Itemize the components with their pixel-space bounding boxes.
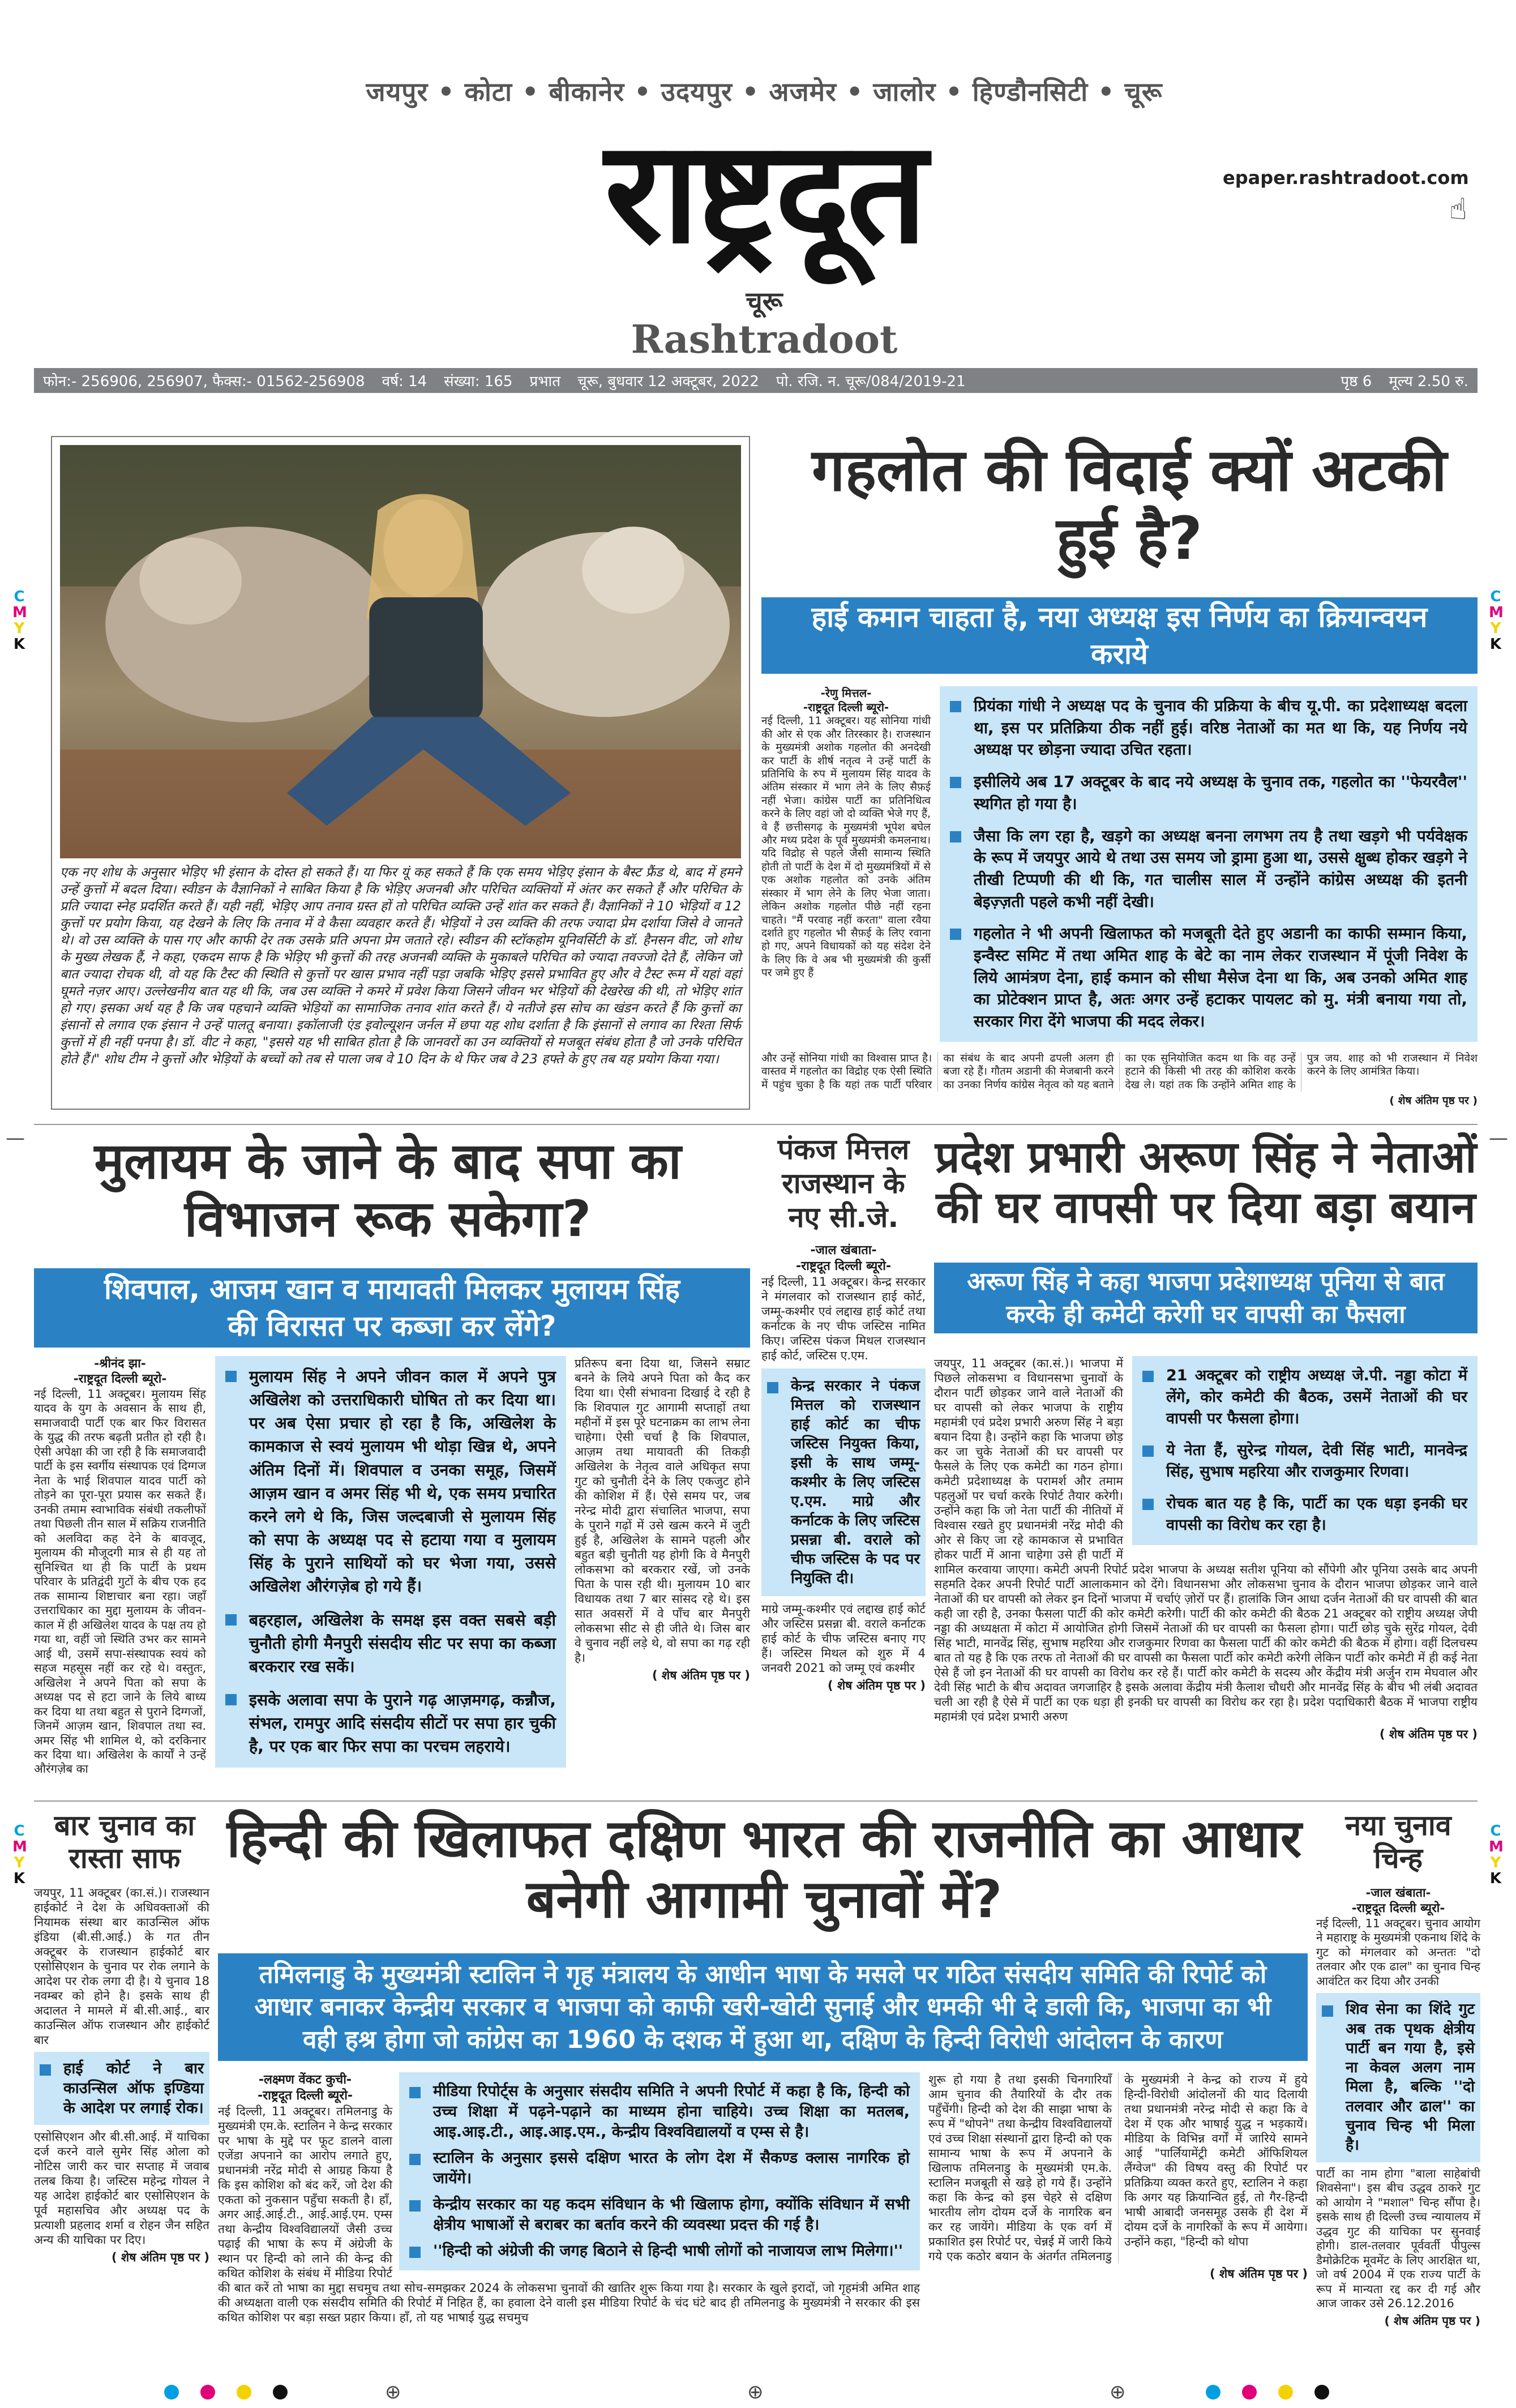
story7-highlight bbox=[1316, 1993, 1480, 2162]
phone-fax: फोन:- 256906, 256907, फैक्स:- 01562-256908 bbox=[43, 373, 365, 390]
postal-registration: पो. रजि. न. चूरू/084/2019-21 bbox=[776, 373, 966, 390]
story2-body: नई दिल्ली, 11 अक्टूबर। मुलायम सिंह यादव के युग के अवसान के साथ ही, समाजवादी पार्टी एक बार फिर विरासत के युद्ध की तरफ बढ़ती प्रतीत हो रही है। ऐसी अपेक्षा की जा रही है कि समाजवादी पार्टी के इस स्वर्गीय संस्थापक एवं दिग्गज नेता के भाई शिवपाल यादव पार्टी को तोड़ने का पूरा-पूरा प्रयास कर सकते हैं। उनकी तमाम स्वाभाविक संबंधी तकलीफों तथा पिछली तीन साल में सक्रिय राजनीति को अलविदा कह देने के बावजूद, मुलायम की मौजूदगी मात्र से ही यह तो सुनिश्चित था ही कि पार्टी के प्रथम परिवार के प्रतिद्वंदी गुटों के बीच एक हद तक सामान्य शिष्टाचार बना रहा। जहाँ उत्तराधिकार का मुद्दा मुलायम के जीवन-काल में ही अखिलेश यादव के पक्ष तय हो गया था, वहीं जो स्थिति उभर कर सामने आई थी, उसमें सपा-संस्थापक स्वयं को सहज महसूस नहीं कर रहे थे। वस्तुतः, अखिलेश ने अपने पिता को सपा के अध्यक्ष पद से हटा जाने के लिये बाध्य कर दिया था तथा बहुत से पुराने दिग्गजों, जिनमें आज़म खान, शिवपाल तथा स्व. अमर सिंह भी शामिल थे, को दरकिनार कर दिया था। अखिलेश के कार्यों ने उन्हें औरंगज़ेब का bbox=[34, 1387, 206, 1776]
masthead-logo-hindi: राष्ट्रदूत bbox=[604, 110, 924, 275]
crop-mark-icon: — bbox=[1489, 1127, 1508, 1149]
story3-body: नई दिल्ली, 11 अक्टूबर। केन्द्र सरकार ने मंगलवार को राजस्थान हाई कोर्ट, जम्मू-कश्मीर एवं लद्दाख हाई कोर्ट तथा कर्नाटक के नए चीफ जस्टिस नामित किए। जस्टिस पंकज मिथल राजस्थान हाई कोर्ट, जस्टिस ए.एम. bbox=[761, 1275, 926, 1362]
cyan-dot-icon bbox=[1206, 2385, 1220, 2400]
bullet-square-icon bbox=[409, 2200, 421, 2212]
story4-highlights bbox=[1132, 1356, 1478, 1545]
date: चूरू, बुधवार 12 अक्टूबर, 2022 bbox=[577, 373, 759, 390]
story3-headline: पंकज मित्तल राजस्थान के नए सी.जे. bbox=[777, 1133, 910, 1234]
story7-author: -जाल खंबाता- bbox=[1365, 1886, 1431, 1900]
story7-headline: नया चुनाव चिन्ह bbox=[1345, 1809, 1451, 1875]
bullet-square-icon bbox=[1142, 1445, 1154, 1457]
story2-side-column bbox=[575, 1356, 750, 1792]
story6-highlights bbox=[399, 2072, 920, 2270]
highlight-item: शिव सेना का शिंदे गुट अब तक पृथक क्षेत्रीय पार्टी बन गया है, इसे ना केवल अलग नाम मिला है, बल्कि ''दो तलवार और ढाल'' का चुनाव चिन्ह भी मिला है। bbox=[1322, 2000, 1475, 2155]
bullet-square-icon bbox=[950, 831, 961, 842]
price: मूल्य 2.50 रु. bbox=[1389, 373, 1468, 390]
story1-body-continued: और उन्हें सोनिया गांधी का विश्वास प्राप्त है। वास्तव में गहलोत का विद्रोह एक ऐसी स्थिति में पहुंच चुका है कि यहां तक पार्टी परिवार का संबंध के बाद अपनी ढपली अलग ही बजा रहे हैं। गौतम अडानी की मेजबानी करने का उनका निर्णय कांग्रेस नेतृत्व को यह बताने का एक सुनियोजित कदम था कि वह उन्हें हटाने की किसी भी तरह की कोशिश करके देख ले। यहां तक कि उन्होंने अमित शाह के पुत्र जय. शाह को भी राजस्थान में निवेश करने के लिए आमंत्रित किया। bbox=[761, 1051, 1478, 1091]
crop-mark-icon: ⊕ bbox=[385, 2381, 401, 2403]
story1-body: नई दिल्ली, 11 अक्टूबर। यह सोनिया गांधी की ओर से एक और तिरस्कार है। राजस्थान के मुख्यमंत्री अशोक गहलोत की अनदेखी कर पार्टी के शीर्ष नतृत्व ने उन्हें पार्टी के प्रतिनिधि के रुप में मुलायम सिंह यादव के अंतिम संस्कार में भाग लेने के लिए सैफ़ई नहीं भेजा। कांग्रेस पार्टी का प्रतिनिधित्व करने के लिए वहां जो दो व्यक्ति भेजे गए हैं, वे हैं छत्तीसगढ़ के मुख्यमंत्री भूपेश बघेल और मध्य प्रदेश के पूर्व मुख्यमंत्री कमलनाथ। यदि विद्रोह से पहले जैसी सामान्य स्थिति होती तो पार्टी के देश में दो मुख्यमंत्रियों में से एक अशोक गहलोत को उनके अंतिम संस्कार में भाग लेने के लिए भेजा जाता। लेकिन अशोक गहलोत पीछे नहीं रहना चाहते। "मैं परवाह नहीं करता" वाला रवैया दर्शाते हुए गहलोत भी सैफ़ई के लिए रवाना हो गए, अपने विधायकों को यह संदेश देने के लिए कि वे अब भी मुख्यमंत्री की कुर्सी पर जमे हुए हैं bbox=[761, 715, 931, 980]
cmyk-mark-icon: C M Y K bbox=[12, 588, 27, 653]
highlight-item: 21 अक्टूबर को राष्ट्रीय अध्यक्ष जे.पी. नड्डा कोटा में लेंगे, कोर कमेटी की बैठक, उसमें नेताओं की घर वापसी पर फैसला होगा। bbox=[1142, 1365, 1467, 1430]
story3-body-continued: माग्रे जम्मू-कश्मीर एवं लद्दाख हाई कोर्ट और जस्टिस प्रसन्ना बी. वराले कर्नाटक हाई कोर्ट के चीफ जस्टिस बनाए गए हैं। जस्टिस मिथल को शुरु में 4 जनवरी 2021 को जम्मू एवं कश्मीर bbox=[761, 1602, 926, 1675]
story7-body: नई दिल्ली, 11 अक्टूबर। चुनाव आयोग ने महाराष्ट्र के मुख्यमंत्री एकनाथ शिंदे के गुट को मंगलवार को अन्ततः "दो तलवार और एक ढाल" का चुनाव चिन्ह आवंटित कर दिया और उनकी bbox=[1316, 1916, 1480, 1988]
color-registration-dots bbox=[1206, 2385, 1329, 2400]
story3-column bbox=[761, 1243, 926, 1792]
story2-bureau: -राष्ट्रदूत दिल्ली ब्यूरो- bbox=[73, 1372, 167, 1387]
highlight-item: गहलोत ने भी अपनी खिलाफत को मजबूती देते हुए अडानी का काफी सम्मान किया, इन्वैस्ट समिट में तथा अमित शाह के बेटे का नाम लेकर राजस्थान में पूंजी निवेश के लिये आमंत्रण देना, हाई कमान को सीधा मैसेज देना था कि, अब उनको अमित शाह का प्रोटेक्शन प्राप्त है, अतः अगर उन्हें हटाकर पायलट को मु. मंत्री बनाया गया तो, सरकार गिरा देंगे भाजपा की मदद लेकर। bbox=[950, 923, 1467, 1033]
cmyk-mark-icon: C M Y K bbox=[1489, 1823, 1504, 1887]
edition: प्रभात bbox=[529, 373, 561, 390]
story1-headline: गहलोत की विदाई क्यों अटकी हुई है? bbox=[812, 435, 1447, 573]
woman-with-wolves-photo bbox=[60, 445, 741, 858]
bullet-square-icon bbox=[767, 1382, 778, 1393]
story2-author: -श्रीनंद झा- bbox=[94, 1357, 146, 1371]
section-divider bbox=[34, 1800, 1478, 1802]
black-dot-icon bbox=[1314, 2385, 1329, 2400]
highlight-item: ''हिन्दी को अंग्रेजी की जगह बिठाने से हिन्दी भाषी लोगों को नाजायज लाभ मिलेगा।'' bbox=[409, 2241, 910, 2261]
story5-headline: बार चुनाव का रास्ता साफ bbox=[54, 1809, 195, 1875]
story4-continued-link[interactable]: ( शेष अंतिम पृष्ठ पर ) bbox=[1380, 1727, 1478, 1741]
magenta-dot-icon bbox=[1242, 2385, 1257, 2400]
story6-bureau: -राष्ट्रदूत दिल्ली ब्यूरो- bbox=[257, 2089, 353, 2103]
story4-headline: प्रदेश प्रभारी अरूण सिंह ने नेताओं की घर वापसी पर दिया बड़ा बयान bbox=[935, 1132, 1477, 1234]
story1-article bbox=[761, 686, 1478, 1111]
masthead-edition-city: चूरू bbox=[746, 286, 783, 316]
story2-subhead: शिवपाल, आजम खान व मायावती मिलकर मुलायम सिंह की विरासत पर कब्जा कर लेंगे? bbox=[34, 1268, 750, 1348]
highlight-item: मीडिया रिपोर्ट्स के अनुसार संसदीय समिति ने अपनी रिपोर्ट में कहा है कि, हिन्दी को उच्च शिक्षा में पढ़ने-पढ़ाने का माध्यम होना चाहिये। उच्च शिक्षा का मतलब, आइ.आइ.टी., आइ.आइ.एम., केन्द्रीय विश्वविद्यालयों व एम्स से है। bbox=[409, 2081, 910, 2142]
page-number: पृष्ठ 6 bbox=[1341, 373, 1372, 390]
highlight-item: केन्द्रीय सरकार का यह कदम संविधान के भी खिलाफ होगा, क्योंकि संविधान में सभी क्षेत्रीय भाषाओं से बराबर का बर्ताव करने की व्यवस्था प्रदत्त की गई है। bbox=[409, 2195, 910, 2235]
year: वर्ष: 14 bbox=[382, 373, 427, 390]
story4-subhead: अरूण सिंह ने कहा भाजपा प्रदेशाध्यक्ष पूनिया से बात करके ही कमेटी करेगी घर वापसी का फैसला bbox=[934, 1263, 1478, 1333]
story5-highlight bbox=[34, 2052, 209, 2125]
yellow-dot-icon bbox=[237, 2385, 251, 2400]
story6-article bbox=[218, 2072, 920, 2355]
story1-author: -रेणु मित्तल- bbox=[820, 687, 872, 700]
story1-continued-link[interactable]: ( शेष अंतिम पृष्ठ पर ) bbox=[1389, 1094, 1478, 1107]
story2-headline: मुलायम के जाने के बाद सपा का विभाजन रूक सकेगा? bbox=[94, 1132, 682, 1248]
story7-bureau: -राष्ट्रदूत दिल्ली ब्यूरो- bbox=[1351, 1901, 1445, 1916]
bullet-square-icon bbox=[409, 2087, 421, 2098]
crop-mark-icon: — bbox=[6, 1127, 25, 1149]
info-bar bbox=[34, 368, 1478, 393]
issue-number: संख्या: 165 bbox=[444, 373, 513, 390]
story4-article bbox=[934, 1356, 1478, 1792]
story2-body-continued: प्रतिरूप बना दिया था, जिसने सम्राट बनने के लिये अपने पिता को कैद कर दिया था। ऐसी संभावना दिखाई दे रही है कि शिवपाल गुट आगामी सप्ताहों तथा महीनों में इस पूरे घटनाक्रम का लाभ लेना चाहेगा। ऐसी चर्चा है कि शिवपाल, आज़म तथा मायावती की तिकड़ी अखिलेश के नेतृत्व वाले अधिकृत सपा गुट को चुनौती देने के लिए एकजुट होने की कोशिश में हैं। ऐसे समय पर, जब नरेन्द्र मोदी द्वारा संचालित भाजपा, सपा के पुराने गढ़ों में उसे खत्म करने में जुटी हुई है, अखिलेश के सामने पहली और बहुत बड़ी चुनौती यह होगी कि वे मैनपुरी लोकसभा को बरकरार रखें, जो उनके पिता के पास रही थी। मुलायम 10 बार विधायक तथा 7 बार सांसद रहे थे। इस सात अवसरों में वे पाँच बार मैनपुरी लोकसभा सीट से ही जीते थे। जिस बार वे चुनाव नहीं लड़े थे, वो सपा का गढ़ रही है। bbox=[575, 1357, 750, 1665]
yellow-dot-icon bbox=[1278, 2385, 1293, 2400]
cmyk-mark-icon: C M Y K bbox=[12, 1823, 27, 1887]
bullet-square-icon bbox=[225, 1614, 237, 1626]
story1-highlights bbox=[940, 686, 1478, 1042]
cmyk-mark-icon: C M Y K bbox=[1489, 588, 1504, 653]
story7-column bbox=[1316, 1885, 1480, 2350]
highlight-item: इसके अलावा सपा के पुराने गढ़ आज़मगढ़, कन्नौज, संभल, रामपुर आदि संसदीय सीटों पर सपा हार चुकी है, पर एक बार फिर सपा का परचम लहराये। bbox=[225, 1688, 556, 1758]
story7-continued-link[interactable]: ( शेष अंतिम पृष्ठ पर ) bbox=[1384, 2313, 1480, 2328]
highlight-item: इसीलिये अब 17 अक्टूबर के बाद नये अध्यक्ष के चुनाव तक, गहलोत का ''फेयरवैल'' स्थगित हो गया है। bbox=[950, 771, 1467, 815]
story5-column bbox=[34, 1885, 209, 2350]
story2-highlights bbox=[215, 1356, 566, 1768]
story2-continued-link[interactable]: ( शेष अंतिम पृष्ठ पर ) bbox=[652, 1669, 750, 1682]
bullet-square-icon bbox=[225, 1694, 237, 1705]
masthead-cities: जयपुर • कोटा • बीकानेर • उदयपुर • अजमेर • जालोर • हिण्डौनसिटी • चूरू bbox=[366, 76, 1163, 107]
story1-bureau: -राष्ट्रदूत दिल्ली ब्यूरो- bbox=[803, 701, 889, 715]
story5-continued-link[interactable]: ( शेष अंतिम पृष्ठ पर ) bbox=[112, 2251, 209, 2264]
story3-continued-link[interactable]: ( शेष अंतिम पृष्ठ पर ) bbox=[828, 1679, 926, 1692]
crop-mark-icon: ⊕ bbox=[1110, 2381, 1126, 2403]
highlight-item: मुलायम सिंह ने अपने जीवन काल में अपने पुत्र अखिलेश को उत्तराधिकारी घोषित तो कर दिया था। पर अब ऐसा प्रचार हो रहा है कि, अखिलेश के कामकाज से स्वयं मुलायम भी थोड़ा खिन्न थे, अपने अंतिम दिनों में। शिवपाल व उनका समूह, जिसमें आज़म खान व अमर सिंह भी थे, एक समय प्रचारित करने लगे थे कि, जिस जल्दबाजी से मुलायम सिंह को सपा के अध्यक्ष पद से हटाया गया व मुलायम सिंह के पुराने साथियों को घर भेजा गया, उससे अखिलेश औरंगज़ेब हो गये हैं। bbox=[225, 1365, 556, 1598]
photo-feature bbox=[51, 436, 750, 1110]
story5-body-continued: एसोसिएशन और बी.सी.आई. में याचिका दर्ज करने वाले सुमेर सिंह ओला को नोटिस जारी कर चार सप्ताह में जवाब तलब किया है। जस्टिस महेन्द्र गोयल ने यह आदेश हाईकोर्ट बार एसोसिएशन के पूर्व महासचिव और अध्यक्ष पद के प्रत्याशी प्रहलाद शर्मा व रोहन जैन सहित अन्य की याचिका पर दिए। bbox=[34, 2130, 209, 2247]
highlight-item: केन्द्र सरकार ने पंकज मित्तल को राजस्थान हाई कोर्ट का चीफ जस्टिस नियुक्त किया, इसी के साथ जम्मू-कश्मीर के लिए जस्टिस ए.एम. माग्रे और कर्नाटक के लिए जस्टिस प्रसन्ना बी. वराले को चीफ जस्टिस के पद पर नियुक्ति दी। bbox=[767, 1376, 920, 1588]
epaper-link[interactable]: epaper.rashtradoot.com bbox=[1223, 167, 1469, 189]
highlight-item: बहरहाल, अखिलेश के समक्ष इस वक्त सबसे बड़ी चुनौती होगी मैनपुरी संसदीय सीट पर सपा का कब्जा बरकरार रख सकें। bbox=[225, 1609, 556, 1678]
highlight-item: ये नेता हैं, सुरेन्द्र गोयल, देवी सिंह भाटी, मानवेन्द्र सिंह, सुभाष महरिया और राजकुमार रिणवा। bbox=[1142, 1440, 1467, 1483]
story5-body: जयपुर, 11 अक्टूबर (का.सं.)। राजस्थान हाईकोर्ट ने देश के अधिवक्ताओं की नियामक संस्था बार काउन्सिल ऑफ इंडिया (बी.सी.आई.) के गत तीन अक्टूबर के राजस्थान हाईकोर्ट बार एसोसिएशन के चुनाव पर रोक लगाने के आदेश पर रोक लगा दी है। ये चुनाव 18 नवम्बर को होने है। इसके साथ ही अदालत ने मामले में बी.सी.आई., बार काउन्सिल ऑफ राजस्थान और हाईकोर्ट बार bbox=[34, 1886, 209, 2047]
story4-body: जयपुर, 11 अक्टूबर (का.सं.)। भाजपा में पिछले लोकसभा व विधानसभा चुनावों के दौरान पार्टी छोड़कर जाने वाले नेताओं की घर वापसी को लेकर भाजपा के राष्ट्रीय महामंत्री एवं प्रदेश प्रभारी अरुण सिंह ने बड़ा बयान दिया है। उन्होंने कहा कि भाजपा छोड़ कर जा चुके नेताओं की घर वापसी पर फैसले के लिए एक कमेटी का गठन होगा। कमेटी प्रदेशाध्यक्ष के परामर्श और तमाम पहलुओं पर चर्चा करके रिपोर्ट तैयार करेगी। उन्होंने कहा कि जो नेता पार्टी की नीतियों में विश्वास रखते हुए प्रधानमंत्री नरेंद्र मोदी की ओर से किए जा रहे कामकाज से प्रभावित होकर पार्टी में आना चाहेगा उसे ही पार्टी में शामिल करवाया जाएगा। कमेटी अपनी रिपोर्ट प्रदेश भाजपा के अध्यक्ष सतीश पूनिया को सौंपेगी और पूनिया उसके बाद अपनी सहमति देकर अपनी रिपोर्ट पार्टी आलाकमान को देंगे। विधानसभा और लोकसभा चुनाव के दौरान भाजपा छोड़कर जाने वाले नेताओं की घर वापसी को लेकर इन दिनों भाजपा में चर्चाएं ज़ोरों पर हैं। हालांकि जिन आधा दर्जन नेताओं की घर वापसी की बात कही जा रही है, उनका फैसला पार्टी की कोर कमेटी करेगी। पार्टी की कोर कमेटी की बैठक 21 अक्टूबर को राष्ट्रीय अध्यक्ष जेपी नड्डा की अध्यक्षता में कोटा में आयोजित होगी जिसमें नेताओं की घर वापसी का फैसला होगा। पार्टी छोड़ चुके सुरेंद्र गोयल, देवी सिंह भाटी, मानवेंद्र सिंह, सुभाष महरिया और राजकुमार रिणवा का फैसला पार्टी की कोर कमेटी की बैठक में होगा। वहीं दिलचस्प बात तो यह है कि एक तरफ तो नेताओं की घर वापसी का फैसला पार्टी कोर कमेटी करेगी लेकिन पार्टी कोर कमेटी में ही कई नेता ऐसे हैं जो इन नेताओं की घर वापसी का विरोध कर रहे हैं। पार्टी कोर कमेटी के सदस्य और केंद्रीय मंत्री अर्जुन राम मेघवाल और देवी सिंह भाटी के बीच अदावत जगजाहिर है इसके अलावा केंद्रीय मंत्री कैलाश चौधरी और मानवेंद्र सिंह के बीच भी लंबी अदावत चली आ रही है ऐसे में पार्टी का एक धड़ा ही इनकी घर वापसी का विरोध कर रहा है। प्रदेश पदाधिकारी बैठक में भाजपा राष्ट्रीय महामंत्री एवं प्रदेश प्रभारी अरुण bbox=[934, 1357, 1478, 1723]
story7-body-continued: पार्टी का नाम होगा "बाला साहेबांची शिवसेना"। इस बीच उद्धव ठाकरे गुट को आयोग ने "मशाल" चिन्ह सौंपा है। इसके साथ ही दिल्ली उच्च न्यायालय में उद्धव गुट की याचिका पर सुनवाई होगी। डाल-तलवार पूर्ववर्ती पीपुल्स डैमोक्रेटिक मूवमेंट के लिए आरक्षित था, जो वर्ष 2004 में एक राज्य पार्टी के रूप में मान्यता रद्द कर दी गई और आज जाकर उसे 26.12.2016 bbox=[1316, 2166, 1480, 2311]
story3-highlight bbox=[761, 1368, 926, 1596]
masthead-logo-english: Rashtradoot bbox=[631, 317, 898, 362]
story6-body: नई दिल्ली, 11 अक्टूबर। तमिलनाडु के मुख्यमंत्री एम.के. स्टालिन ने केन्द्र सरकार पर भाषा के मुद्दे पर फूट डालने वाला एजेंडा अपनाने का आरोप लगाते हुए, प्रधानमंत्री नरेंद्र मोदी से आग्रह किया है कि इस कोशिश को बंद करें, जो देश की एकता को नुकसान पहुँचा सकती है। हाँ, अगर आई.आई.टी., आई.आई.एम. एम्स तथा केन्द्रीय विश्वविद्यालयों जैसी उच्च पढ़ाई की भाषा के रूप में अंग्रेजी के स्थान पर हिन्दी को लाने की केन्द्र की कथित कोशिश के संबंध में मीडिया रिपोर्ट की बात करें तो भाषा का मुद्दा सचमुच तथा सोच-समझकर 2024 के लोकसभा चुनावों की खातिर शुरू किया गया है। सरकार के खुले इरादों, जो गृहमंत्री अमित शाह की अध्यक्षता वाली एक संसदीय समिति की रिपोर्ट में निहित हैं, का हवाला देने वाली इस मीडिया रिपोर्ट के चंद घंटे बाद ही तमिलनाडु के मुख्यमंत्री ने सरकार की इस कथित कोशिश पर बड़ा सख्त प्रहार किया। हाँ, तो यह भाषाई युद्ध सचमुच bbox=[218, 2105, 920, 2324]
highlight-item: रोचक बात यह है कि, पार्टी का एक धड़ा इनकी घर वापसी का विरोध कर रहा है। bbox=[1142, 1493, 1467, 1536]
bullet-square-icon bbox=[950, 929, 961, 940]
story1-subhead: हाई कमान चाहता है, नया अध्यक्ष इस निर्णय का क्रियान्वयन कराये bbox=[761, 597, 1478, 674]
magenta-dot-icon bbox=[200, 2385, 215, 2400]
highlight-item: हाई कोर्ट ने बार काउन्सिल ऑफ इण्डिया के आदेश पर लगाई रोक। bbox=[40, 2059, 204, 2118]
story6-side-columns bbox=[928, 2072, 1308, 2355]
bullet-square-icon bbox=[1142, 1499, 1154, 1510]
story3-author: -जाल खंबाता- bbox=[810, 1243, 877, 1258]
crop-mark-icon: ⊕ bbox=[747, 2381, 764, 2403]
story2-article bbox=[34, 1356, 566, 1792]
color-registration-dots bbox=[164, 2385, 288, 2400]
bullet-square-icon bbox=[1142, 1371, 1154, 1382]
photo-caption: एक नए शोध के अनुसार भेड़िए भी इंसान के दोस्त हो सकते हैं। या फिर यूं कह सकते हैं कि एक समय भेड़िए इंसान के बैस्ट फ्रैंड थे, बाद में हमने उन्हें कुत्तों में बदल दिया। स्वीडन के वैज्ञानिकों ने साबित किया है कि भेड़िए अजनबी और परिचित व्यक्तियों में अंतर कर सकते हैं और परिचित के प्रति ज्यादा स्नेह प्रदर्शित करते हैं। यही नहीं, भेड़िए आप तनाव ग्रस्त हों तो परिचित व्यक्ति उन्हें शांत कर सकते हैं। वैज्ञानिकों ने 10 भेड़ियों व 12 कुत्तों पर प्रयोग किया, यह देखने के लिए कि तनाव में वे कैसा व्यवहार करते हैं। भेड़ियों ने उस व्यक्ति की तरफ ज्यादा प्रेम दर्शाया जिसे वे जानते थे। वो उस व्यक्ति के पास गए और काफी देर तक उसके प्रति अपना प्रेम जताते रहे। स्वीडन की स्टॉकहोम यूनिवर्सिटी के डॉ. हैनसन वीट, जो शोध के मुख्य लेखक हैं, ने कहा, एकदम साफ है कि भेड़िए भी कुत्तों की तरह अजनबी व्यक्ति के मुकाबले परिचित को ज्यादा तवज्जो देते हैं, लेकिन जो बात ज्यादा रोचक थी, वो यह कि टैस्ट की स्थिति से कुत्तों पर खास प्रभाव नहीं पड़ा जबकि भेड़िए इससे प्रभावित हुए और वे टैस्ट रूम में यहां वहां घूमते नज़र आए। उल्लेखनीय बात यह थी कि, जब उस व्यक्ति ने कमरे में प्रवेश किया जिसने जीवन भर भेड़ियों की देखरेख की थी, तो भेड़िए शांत हो गए। इसका अर्थ यह है कि जब पहचाने व्यक्ति भेड़ियों का सामाजिक तनाव शांत करते हैं। ये नतीजे इस सोच का खंडन करते हैं कि कुत्तों का इंसानों से लगाव एक इंसान ने उन्हें पालतू बनाया। इकॉलाजी एंड इवोल्यूशन जर्नल में छपा यह शोध दर्शाता है कि इंसानों से लगाव का रिश्ता सिर्फ कुत्तों में ही नहीं पनपा है। डॉ. वीट ने कहा, "इससे यह भी साबित होता है कि जानवरों का उन व्यक्तियों से मजबूत संबंध होता है जो उनके परिचित होते हैं।" शोध टीम ने कुत्तों और भेड़ियों के बच्चों को तब से पाला जब वे 10 दिन के थे फिर जब वे 23 हफ्ते के हुए तब यह प्रयोग किया गया। bbox=[60, 865, 741, 1067]
bullet-square-icon bbox=[950, 701, 961, 712]
bullet-square-icon bbox=[409, 2154, 421, 2165]
section-divider bbox=[34, 1124, 1478, 1125]
bullet-square-icon bbox=[40, 2064, 51, 2076]
story6-subhead: तमिलनाडु के मुख्यमंत्री स्टालिन ने गृह मंत्रालय के आधीन भाषा के मसले पर गठित संसदीय समिति की रिपोर्ट को आधार बनाकर केन्द्रीय सरकार व भाजपा को काफी खरी-खोटी सुनाई और धमकी भी दे डाली कि, भाजपा का भी वही हश्र होगा जो कांग्रेस का 1960 के दशक में हुआ था, दक्षिण के हिन्दी विरोधी आंदोलन के कारण bbox=[218, 1953, 1308, 2061]
highlight-item: जैसा कि लग रहा है, खड़गे का अध्यक्ष बनना लगभग तय है तथा खड़गे भी पर्यवेक्षक के रूप में जयपुर आये थे तथा उस समय जो ड्रामा हुआ था, उससे क्षुब्ध होकर खड़गे ने तीखी टिप्पणी की थी कि, गत चालीस साल में उन्होंने कांग्रेस अध्यक्ष की इतनी बेइज़्ज़ती पहले कभी नहीं देखी। bbox=[950, 826, 1467, 913]
story6-headline: हिन्दी की खिलाफत दक्षिण भारत की राजनीति का आधार बनेगी आगामी चुनावों में? bbox=[226, 1808, 1302, 1930]
bullet-square-icon bbox=[409, 2247, 421, 2258]
highlight-item: स्टालिन के अनुसार इससे दक्षिण भारत के लोग देश में सैकण्ड क्लास नागरिक हो जायेंगे। bbox=[409, 2148, 910, 2189]
story3-bureau: -राष्ट्रदूत दिल्ली ब्यूरो- bbox=[795, 1259, 892, 1273]
story6-body-continued: शुरू हो गया है तथा इसकी चिनगारियाँ आम चुनाव की तैयारियों के दौर तक पहुँचेंगी। हिन्दी को देश की साझा भाषा के रूप में "थोपने" तथा केन्द्रीय विश्वविद्यालयों एवं उच्च शिक्षा संस्थानों द्वारा हिन्दी को एक सामान्य भाषा के रूप में अपनाने के खिलाफ तमिलनाडु के मुख्यमंत्री एम.के. स्टालिन मजबूती से खड़े हो गये हैं। उन्होंने कहा कि केन्द्र को इस चेहरे से दक्षिण भारतीय लोग दोयम दर्जे के नागरिक बन कर रह जायेंगे। मीडिया के एक वर्ग में प्रकाशित इस रिपोर्ट पर, चेन्नई में जारी किये गये एक कठोर बयान के अंतर्गत तमिलनाडु के मुख्यमंत्री ने केन्द्र को राज्य में हुये हिन्दी-विरोधी आंदोलनों की याद दिलायी तथा प्रधानमंत्री नरेन्द्र मोदी से कहा कि वे देश में एक और भाषाई युद्ध न भड़कायें। मीडिया के विभिन्न वर्गों में जारिये सामने आई "पार्लियामेंट्री कमेटी ऑफिशियल लैंग्वेज" की विषय वस्तु की रिपोर्ट पर प्रतिक्रिया व्यक्त करते हुए, स्टालिन ने कहा कि अगर यह क्रियान्वित हुई, तो गैर-हिन्दी भाषी आबादी जनसमूह उसके ही देश में दोयम दर्जे के नागरिकों के रूप में आयेगा। उन्होंने कहा, "हिन्दी को थोपा bbox=[928, 2073, 1308, 2263]
hand-pointer-icon: ☝ bbox=[1449, 193, 1467, 226]
bullet-square-icon bbox=[225, 1371, 237, 1382]
bullet-square-icon bbox=[950, 777, 961, 788]
black-dot-icon bbox=[273, 2385, 288, 2400]
cyan-dot-icon bbox=[164, 2385, 179, 2400]
story6-continued-link[interactable]: ( शेष अंतिम पृष्ठ पर ) bbox=[1210, 2267, 1308, 2281]
story6-author: -लक्ष्मण वेंकट कुची- bbox=[258, 2073, 352, 2087]
bullet-square-icon bbox=[1322, 2005, 1333, 2017]
highlight-item: प्रियंका गांधी ने अध्यक्ष पद के चुनाव की प्रक्रिया के बीच यू.पी. का प्रदेशाध्यक्ष बदला था, इस पर प्रतिक्रिया ठीक नहीं हुई। वरिष्ठ नेताओं का मत था कि, यह निर्णय नये अध्यक्ष पर छोड़ना ज्यादा उचित रहता। bbox=[950, 695, 1467, 761]
